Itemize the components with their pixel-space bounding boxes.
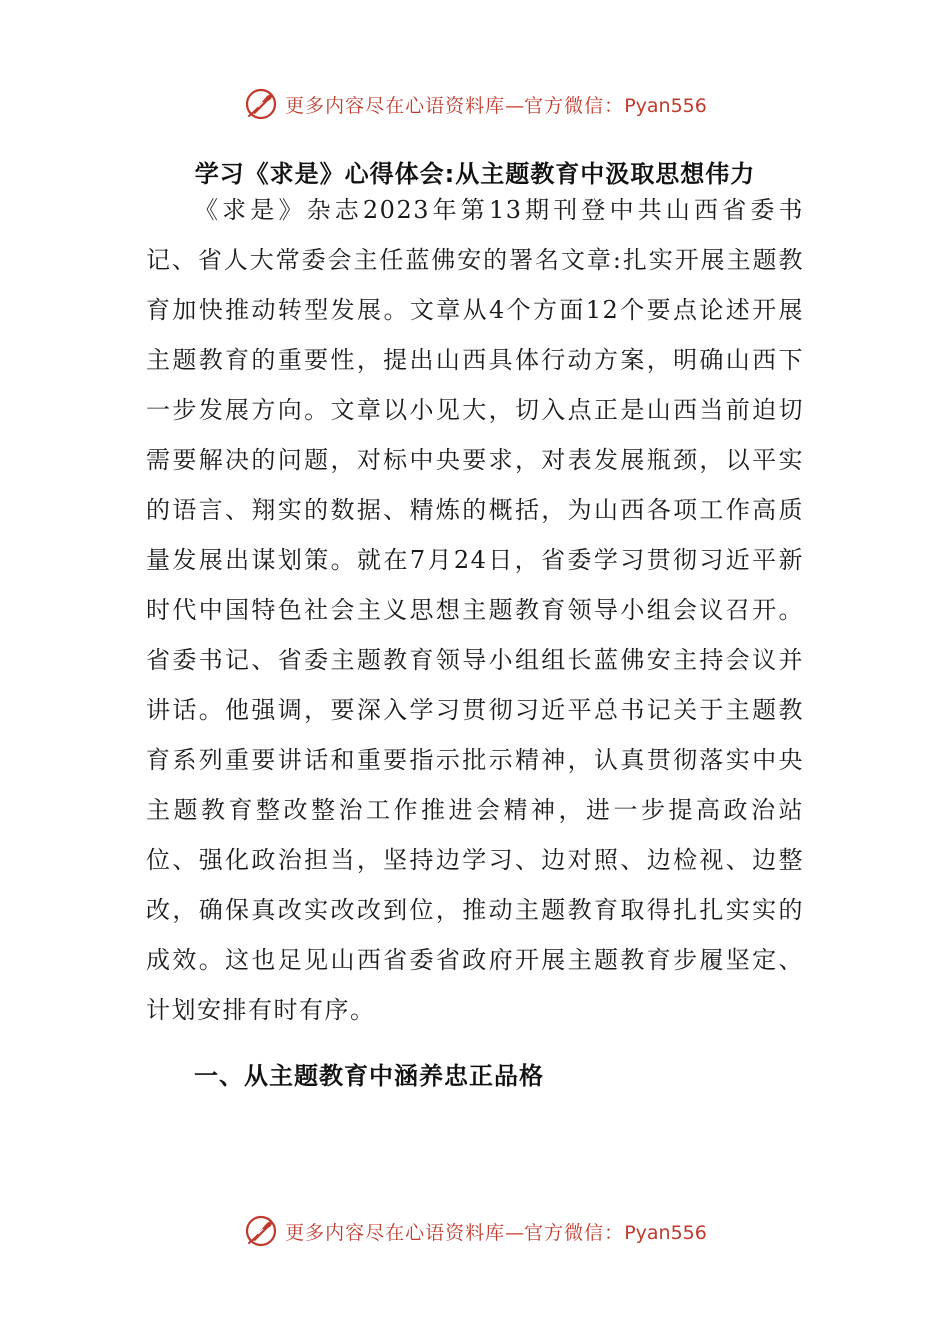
body-paragraph: 《求是》杂志2023年第13期刊登中共山西省委书记、省人大常委会主任蓝佛安的署名文章:扎实开展主题教育加快推动转型发展。文章从4个方面12个要点论述开展主题教育的重要性，提出山西具体行动方案，明确山西下一步发展方向。文章以小见大，切入点正是山西当前迫切需要解决的问题，对标中央要求，对表发展瓶颈，以平实的语言、翔实的数据、精炼的概括，为山西各项工作高质量发展出谋划策。就在7月24日，省委学习贯彻习近平新时代中国特色社会主义思想主题教育领导小组会议召开。省委书记、省委主题教育领导小组组长蓝佛安主持会议并讲话。他强调，要深入学习贯彻习近平总书记关于主题教育系列重要讲话和重要指示批示精神，认真贯彻落实中央主题教育整改整治工作推进会精神，进一步提高政治站位、强化政治担当，坚持边学习、边对照、边检视、边整改，确保真改实改改到位，推动主题教育取得扎扎实实的成效。这也足见山西省委省政府开展主题教育步履坚定、计划安排有时有序。 bbox=[146, 196, 804, 1024]
footer-banner-text bbox=[285, 1218, 707, 1245]
footer-banner-wechat-label: 官方微信： bbox=[524, 1221, 625, 1244]
header-banner-wechat-id: Pyan556 bbox=[624, 94, 707, 117]
quill-pen-logo-icon bbox=[243, 86, 279, 122]
header-banner-dash: — bbox=[505, 94, 525, 117]
footer-banner bbox=[0, 1211, 950, 1251]
footer-banner-wechat-id: Pyan556 bbox=[624, 1221, 707, 1244]
footer-banner-slogan: 更多内容尽在心语资料库 bbox=[285, 1221, 506, 1244]
document-title: 学习《求是》心得体会:从主题教育中汲取思想伟力 bbox=[194, 160, 756, 188]
header-banner-slogan: 更多内容尽在心语资料库 bbox=[285, 94, 506, 117]
footer-banner-dash: — bbox=[505, 1221, 525, 1244]
quill-pen-logo-icon bbox=[243, 1213, 279, 1249]
header-banner-wechat-label: 官方微信： bbox=[524, 94, 625, 117]
section-heading: 一、从主题教育中涵养忠正品格 bbox=[194, 1062, 544, 1090]
header-banner bbox=[0, 84, 950, 124]
header-banner-text bbox=[285, 91, 707, 118]
